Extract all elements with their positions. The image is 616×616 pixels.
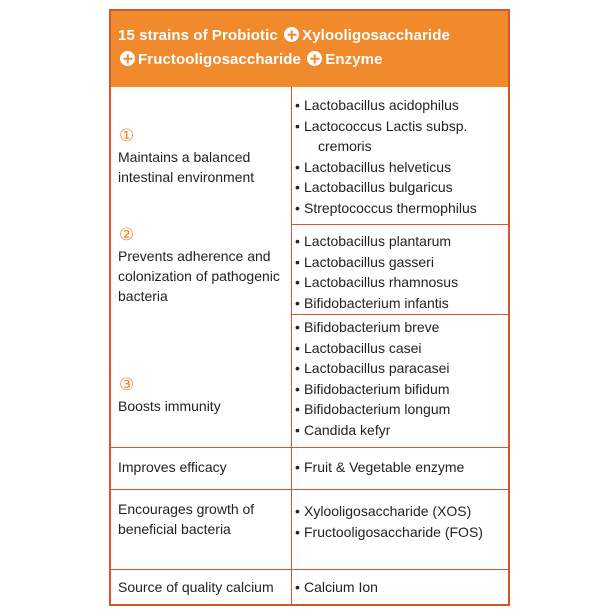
strain-list <box>295 231 507 313</box>
list-item: • Bifidobacterium longum <box>295 399 507 420</box>
benefit-text: Improves efficacy <box>118 459 227 475</box>
ingredient-list <box>295 457 507 478</box>
benefit-text: Maintains a balanced intestinal environment <box>118 149 255 185</box>
row-divider <box>111 569 508 570</box>
list-item: • Fructooligosaccharide (FOS) <box>295 522 507 543</box>
ingredient-cell-5 <box>295 501 507 542</box>
header-line-1 <box>118 24 508 48</box>
ingredient-list <box>295 501 507 542</box>
list-item: • Streptococcus thermophilus <box>295 198 507 219</box>
benefit-cell-5 <box>118 499 288 539</box>
header-line-2 <box>118 48 508 72</box>
ingredient-list <box>295 577 507 598</box>
benefit-cell-6 <box>118 577 288 597</box>
list-item: • Bifidobacterium infantis <box>295 293 507 314</box>
list-item: • Calcium Ion <box>295 577 507 598</box>
list-item: • Lactobacillus acidophilus <box>295 95 507 116</box>
column-divider <box>291 87 292 604</box>
row-number: ③ <box>119 375 135 394</box>
list-item: • Xylooligosaccharide (XOS) <box>295 501 507 522</box>
header-fos: Fructooligosaccharide <box>138 51 301 68</box>
strain-list <box>295 317 507 440</box>
plus-circle-icon <box>284 27 299 42</box>
list-item: • Lactobacillus bulgaricus <box>295 177 507 198</box>
ingredient-cell-6 <box>295 577 507 598</box>
row-number: ① <box>119 126 135 145</box>
strains-cell-1 <box>295 95 507 218</box>
row-divider <box>291 314 508 315</box>
strains-cell-3 <box>295 317 507 440</box>
list-item: • Lactobacillus paracasei <box>295 358 507 379</box>
benefit-cell-4 <box>118 457 288 477</box>
row-divider <box>291 224 508 225</box>
row-divider <box>111 489 508 490</box>
benefit-cell-1 <box>118 125 288 187</box>
strain-list <box>295 95 507 218</box>
list-item: • Lactobacillus rhamnosus <box>295 272 507 293</box>
strain-name-continued: cremoris <box>318 138 372 154</box>
benefit-text: Encourages growth of beneficial bacteria <box>118 501 255 537</box>
list-item: • Lactobacillus helveticus <box>295 157 507 178</box>
list-item: • Fruit & Vegetable enzyme <box>295 457 507 478</box>
list-item: • Lactobacillus casei <box>295 338 507 359</box>
list-item: • Lactobacillus gasseri <box>295 252 507 273</box>
benefit-cell-3 <box>118 374 288 416</box>
strains-cell-2 <box>295 231 507 313</box>
header-xos: Xylooligosaccharide <box>302 27 450 44</box>
header-enzyme: Enzyme <box>325 51 383 68</box>
list-item: • Bifidobacterium bifidum <box>295 379 507 400</box>
row-number: ② <box>119 225 135 244</box>
benefit-text: Source of quality calcium <box>118 579 274 595</box>
benefit-cell-2 <box>118 224 288 306</box>
strain-name: Lactococcus Lactis subsp. <box>304 117 468 134</box>
plus-circle-icon <box>307 51 322 66</box>
row-divider <box>111 447 508 448</box>
table-header <box>111 11 508 87</box>
list-item: • Bifidobacterium breve <box>295 317 507 338</box>
list-item: • Lactobacillus plantarum <box>295 231 507 252</box>
benefit-text: Prevents adherence and colonization of pathogenic bacteria <box>118 248 280 304</box>
ingredient-cell-4 <box>295 457 507 478</box>
benefit-text: Boosts immunity <box>118 398 221 414</box>
list-item: • Candida kefyr <box>295 420 507 441</box>
plus-circle-icon <box>120 51 135 66</box>
header-probiotic: 15 strains of Probiotic <box>118 27 278 44</box>
list-item <box>295 116 507 157</box>
probiotic-ingredient-table <box>109 9 510 606</box>
